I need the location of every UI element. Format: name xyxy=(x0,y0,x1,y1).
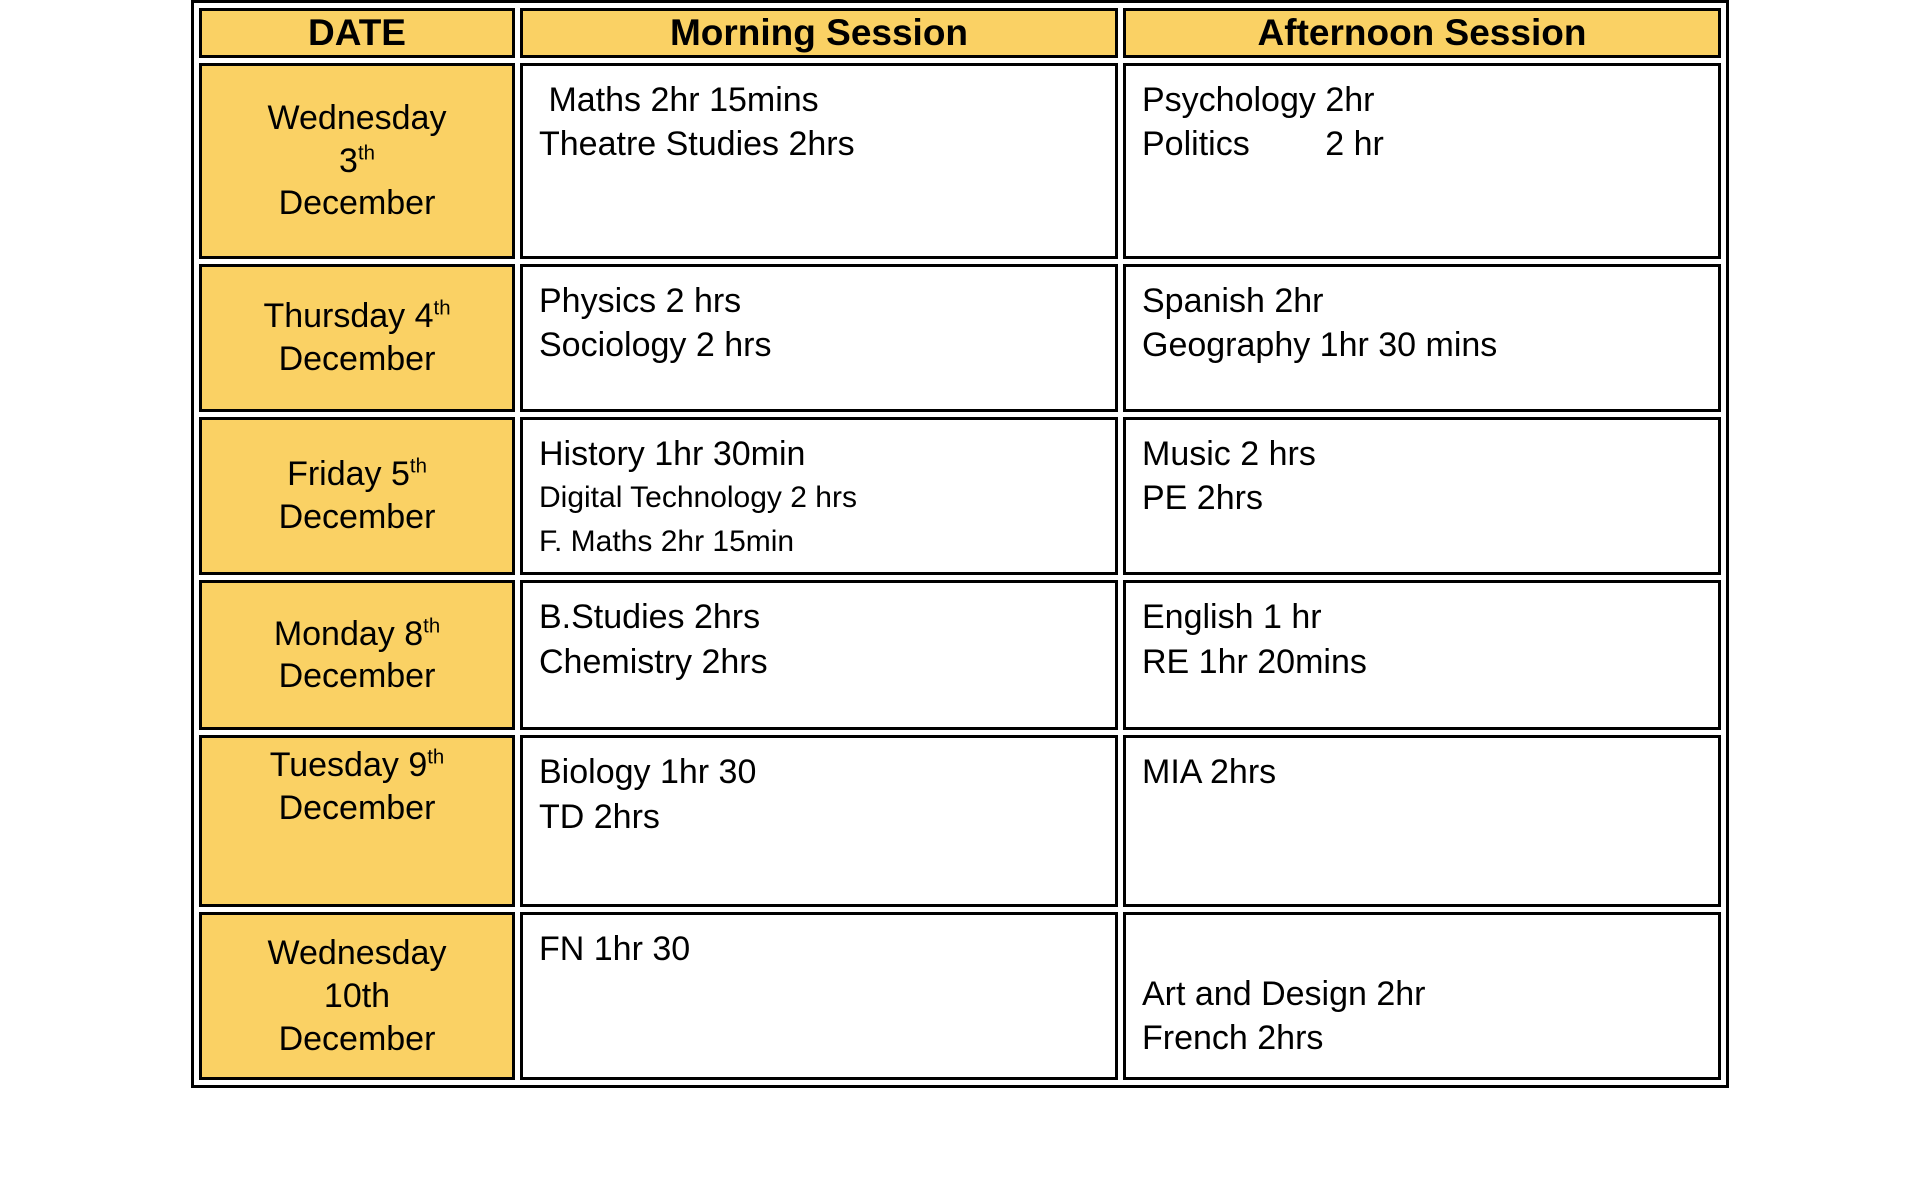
afternoon-session-cell xyxy=(1123,580,1721,730)
afternoon-session-cell xyxy=(1123,417,1721,575)
exam-entry: Politics 2 hr xyxy=(1142,125,1384,164)
morning-session-cell xyxy=(520,63,1118,259)
morning-session-cell xyxy=(520,912,1118,1080)
exam-entry: Art and Design 2hr xyxy=(1142,974,1426,1013)
date-line xyxy=(208,655,506,698)
morning-session-cell xyxy=(520,264,1118,412)
exam-entry: Sociology 2 hrs xyxy=(539,326,772,365)
table-row xyxy=(199,63,1721,259)
date-line xyxy=(208,1018,506,1061)
exam-entry: Chemistry 2hrs xyxy=(539,642,768,681)
date-text: 3 xyxy=(339,141,358,180)
afternoon-session-cell xyxy=(1123,735,1721,907)
ordinal-suffix: th xyxy=(357,142,375,165)
exam-entry: Maths 2hr 15mins xyxy=(539,81,819,119)
exam-timetable-table xyxy=(191,0,1729,1088)
morning-session-cell xyxy=(520,580,1118,730)
exam-entry: PE 2hrs xyxy=(1142,479,1263,518)
table-row xyxy=(199,735,1721,907)
morning-session-cell xyxy=(520,417,1118,575)
date-line xyxy=(208,613,506,656)
exam-entry: MIA 2hrs xyxy=(1142,753,1277,792)
date-text: Tuesday 9 xyxy=(269,746,428,785)
date-line xyxy=(208,295,506,338)
date-text: Friday 5 xyxy=(287,455,410,494)
exam-entry: F. Maths 2hr 15min xyxy=(539,525,795,559)
date-text: Wednesday xyxy=(267,934,447,973)
date-cell xyxy=(199,63,515,259)
date-line xyxy=(208,932,506,975)
date-text: December xyxy=(278,498,436,537)
exam-entry: Biology 1hr 30 xyxy=(539,753,757,792)
date-line xyxy=(208,182,506,225)
morning-session-cell xyxy=(520,735,1118,907)
exam-entry: RE 1hr 20mins xyxy=(1142,642,1367,681)
date-text: December xyxy=(278,789,436,828)
ordinal-suffix: th xyxy=(427,747,445,770)
exam-entry: Music 2 hrs xyxy=(1142,435,1316,473)
exam-entry: French 2hrs xyxy=(1142,1018,1324,1057)
timetable-header-row xyxy=(199,8,1721,58)
header-morning-session: Morning Session xyxy=(520,8,1118,58)
date-line xyxy=(208,744,506,787)
date-line xyxy=(208,496,506,539)
exam-entry: Physics 2 hrs xyxy=(539,282,742,320)
ordinal-suffix: th xyxy=(423,615,441,638)
date-text: December xyxy=(278,1019,436,1058)
date-cell xyxy=(199,912,515,1080)
exam-entry xyxy=(1142,927,1710,971)
afternoon-session-cell xyxy=(1123,264,1721,412)
table-row xyxy=(199,912,1721,1080)
afternoon-session-cell xyxy=(1123,63,1721,259)
exam-entry: Psychology 2hr xyxy=(1142,81,1375,119)
date-text: 10th xyxy=(323,976,391,1015)
date-cell xyxy=(199,735,515,907)
date-line xyxy=(208,97,506,140)
exam-entry: B.Studies 2hrs xyxy=(539,598,761,637)
exam-entry: Theatre Studies 2hrs xyxy=(539,125,855,164)
exam-entry: Geography 1hr 30 mins xyxy=(1142,326,1498,365)
date-cell xyxy=(199,264,515,412)
date-text: December xyxy=(278,184,436,223)
timetable-body xyxy=(199,63,1721,1080)
afternoon-session-cell xyxy=(1123,912,1721,1080)
exam-entry: TD 2hrs xyxy=(539,797,660,836)
date-line xyxy=(208,787,506,830)
date-line xyxy=(208,453,506,496)
table-row xyxy=(199,264,1721,412)
date-line xyxy=(208,975,506,1018)
ordinal-suffix: th xyxy=(409,456,427,479)
table-row xyxy=(199,417,1721,575)
date-line xyxy=(208,338,506,381)
date-line xyxy=(208,140,506,183)
date-text: December xyxy=(278,340,436,378)
exam-entry: Digital Technology 2 hrs xyxy=(539,481,857,515)
date-cell xyxy=(199,417,515,575)
ordinal-suffix: th xyxy=(433,297,451,320)
exam-entry: Spanish 2hr xyxy=(1142,282,1324,320)
table-row xyxy=(199,580,1721,730)
date-text: Monday 8 xyxy=(273,614,424,653)
exam-entry: English 1 hr xyxy=(1142,598,1322,637)
date-text: Thursday 4 xyxy=(263,297,434,336)
header-afternoon-session: Afternoon Session xyxy=(1123,8,1721,58)
exam-entry: History 1hr 30min xyxy=(539,435,806,473)
exam-entry: FN 1hr 30 xyxy=(539,930,691,969)
date-text: Wednesday xyxy=(267,98,447,137)
date-text: December xyxy=(278,657,436,696)
header-date: DATE xyxy=(199,8,515,58)
date-cell xyxy=(199,580,515,730)
